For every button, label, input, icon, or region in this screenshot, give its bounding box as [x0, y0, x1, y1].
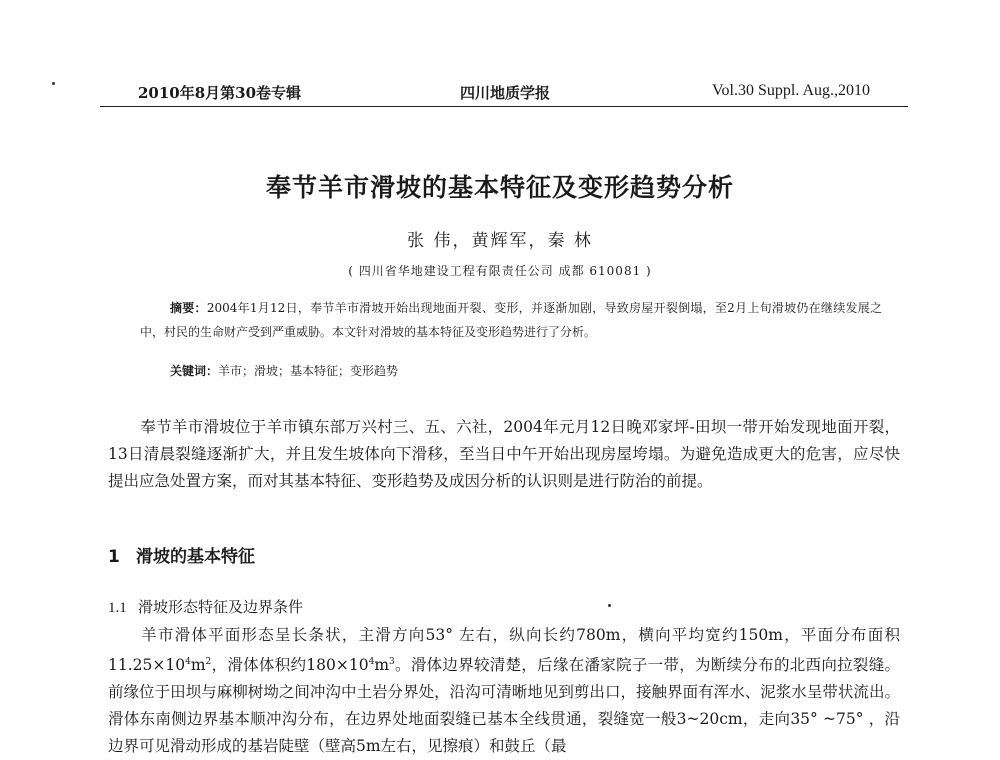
keywords [170, 362, 398, 379]
header-issue: 2010年8月第30卷专辑 [138, 84, 302, 102]
section-heading-1 [108, 542, 255, 567]
intro-paragraph [108, 414, 900, 495]
subsection-title: 滑坡形态特征及边界条件 [138, 598, 304, 616]
superscript: 2 [205, 657, 212, 667]
running-header [100, 80, 908, 107]
body-paragraph [108, 622, 900, 760]
scan-speck [608, 604, 611, 607]
header-volume: Vol.30 Suppl. Aug.,2010 [712, 82, 870, 99]
superscript: 4 [185, 657, 191, 667]
body-text: 羊市滑体平面形态呈长条状，主滑方向53° 左右，纵向长约780m，横向平均宽约150m，平面分布面积11.25×10 [108, 626, 900, 675]
header-journal: 四川地质学报 [460, 84, 551, 102]
body-text: m [374, 656, 390, 675]
section-number: 1 [108, 547, 120, 567]
superscript: 3 [389, 657, 395, 667]
scan-speck [52, 82, 55, 85]
subsection-number: 1.1 [108, 600, 127, 616]
intro-text: 奉节羊市滑坡位于羊市镇东部万兴村三、五、六社，2004年元月12日晚邓家坪-田坝一带开始发现地面开裂，13日清晨裂缝逐渐扩大，并且发生坡体向下滑移，至当日中午开始出现房屋垮塌。为避免造成更大的危害，应尽快提出应急处置方案，而对其基本特征、变形趋势及成因分析的认识则是进行防治的前提。 [108, 418, 900, 490]
abstract-text: 2004年1月12日，奉节羊市滑坡开始出现地面开裂、变形，并逐渐加剧，导致房屋开裂倒塌，至2月上旬滑坡仍在继续发展之中，村民的生命财产受到严重威胁。本文针对滑坡的基本特征及变形趋势进行了分析。 [140, 301, 882, 339]
abstract-label: 摘要： [170, 301, 207, 315]
subsection-heading-1-1 [108, 596, 303, 617]
affiliation: ( 四川省华地建设工程有限责任公司 成都 610081 ) [348, 264, 652, 278]
body-text: m [190, 656, 206, 675]
body-text: ，滑体体积约180×10 [211, 656, 369, 675]
body-text: 。滑体边界较清楚，后缘在潘家院子一带，为断续分布的北西向拉裂缝。前缘位于田坝与麻柳树坳之间冲沟中土岩分界处，沿沟可清晰地见到剪出口，接触界面有浑水、泥浆水呈带状流出。滑体东南侧边界基本顺冲沟分布，在边界处地面裂缝已基本全线贯通，裂缝宽一般3~20cm，走向35° ~75° ，沿边界可见滑动形成的基岩陡壁（壁高5m左右，见擦痕）和鼓丘（最 [108, 656, 900, 756]
paper-title: 奉节羊市滑坡的基本特征及变形趋势分析 [265, 173, 734, 202]
keywords-label: 关键词： [170, 364, 219, 378]
superscript: 4 [368, 657, 375, 667]
keywords-text: 羊市；滑坡；基本特征；变形趋势 [218, 364, 399, 378]
section-title: 滑坡的基本特征 [136, 547, 255, 567]
authors: 张 伟，黄辉军，秦 林 [407, 231, 593, 251]
abstract [140, 296, 882, 344]
